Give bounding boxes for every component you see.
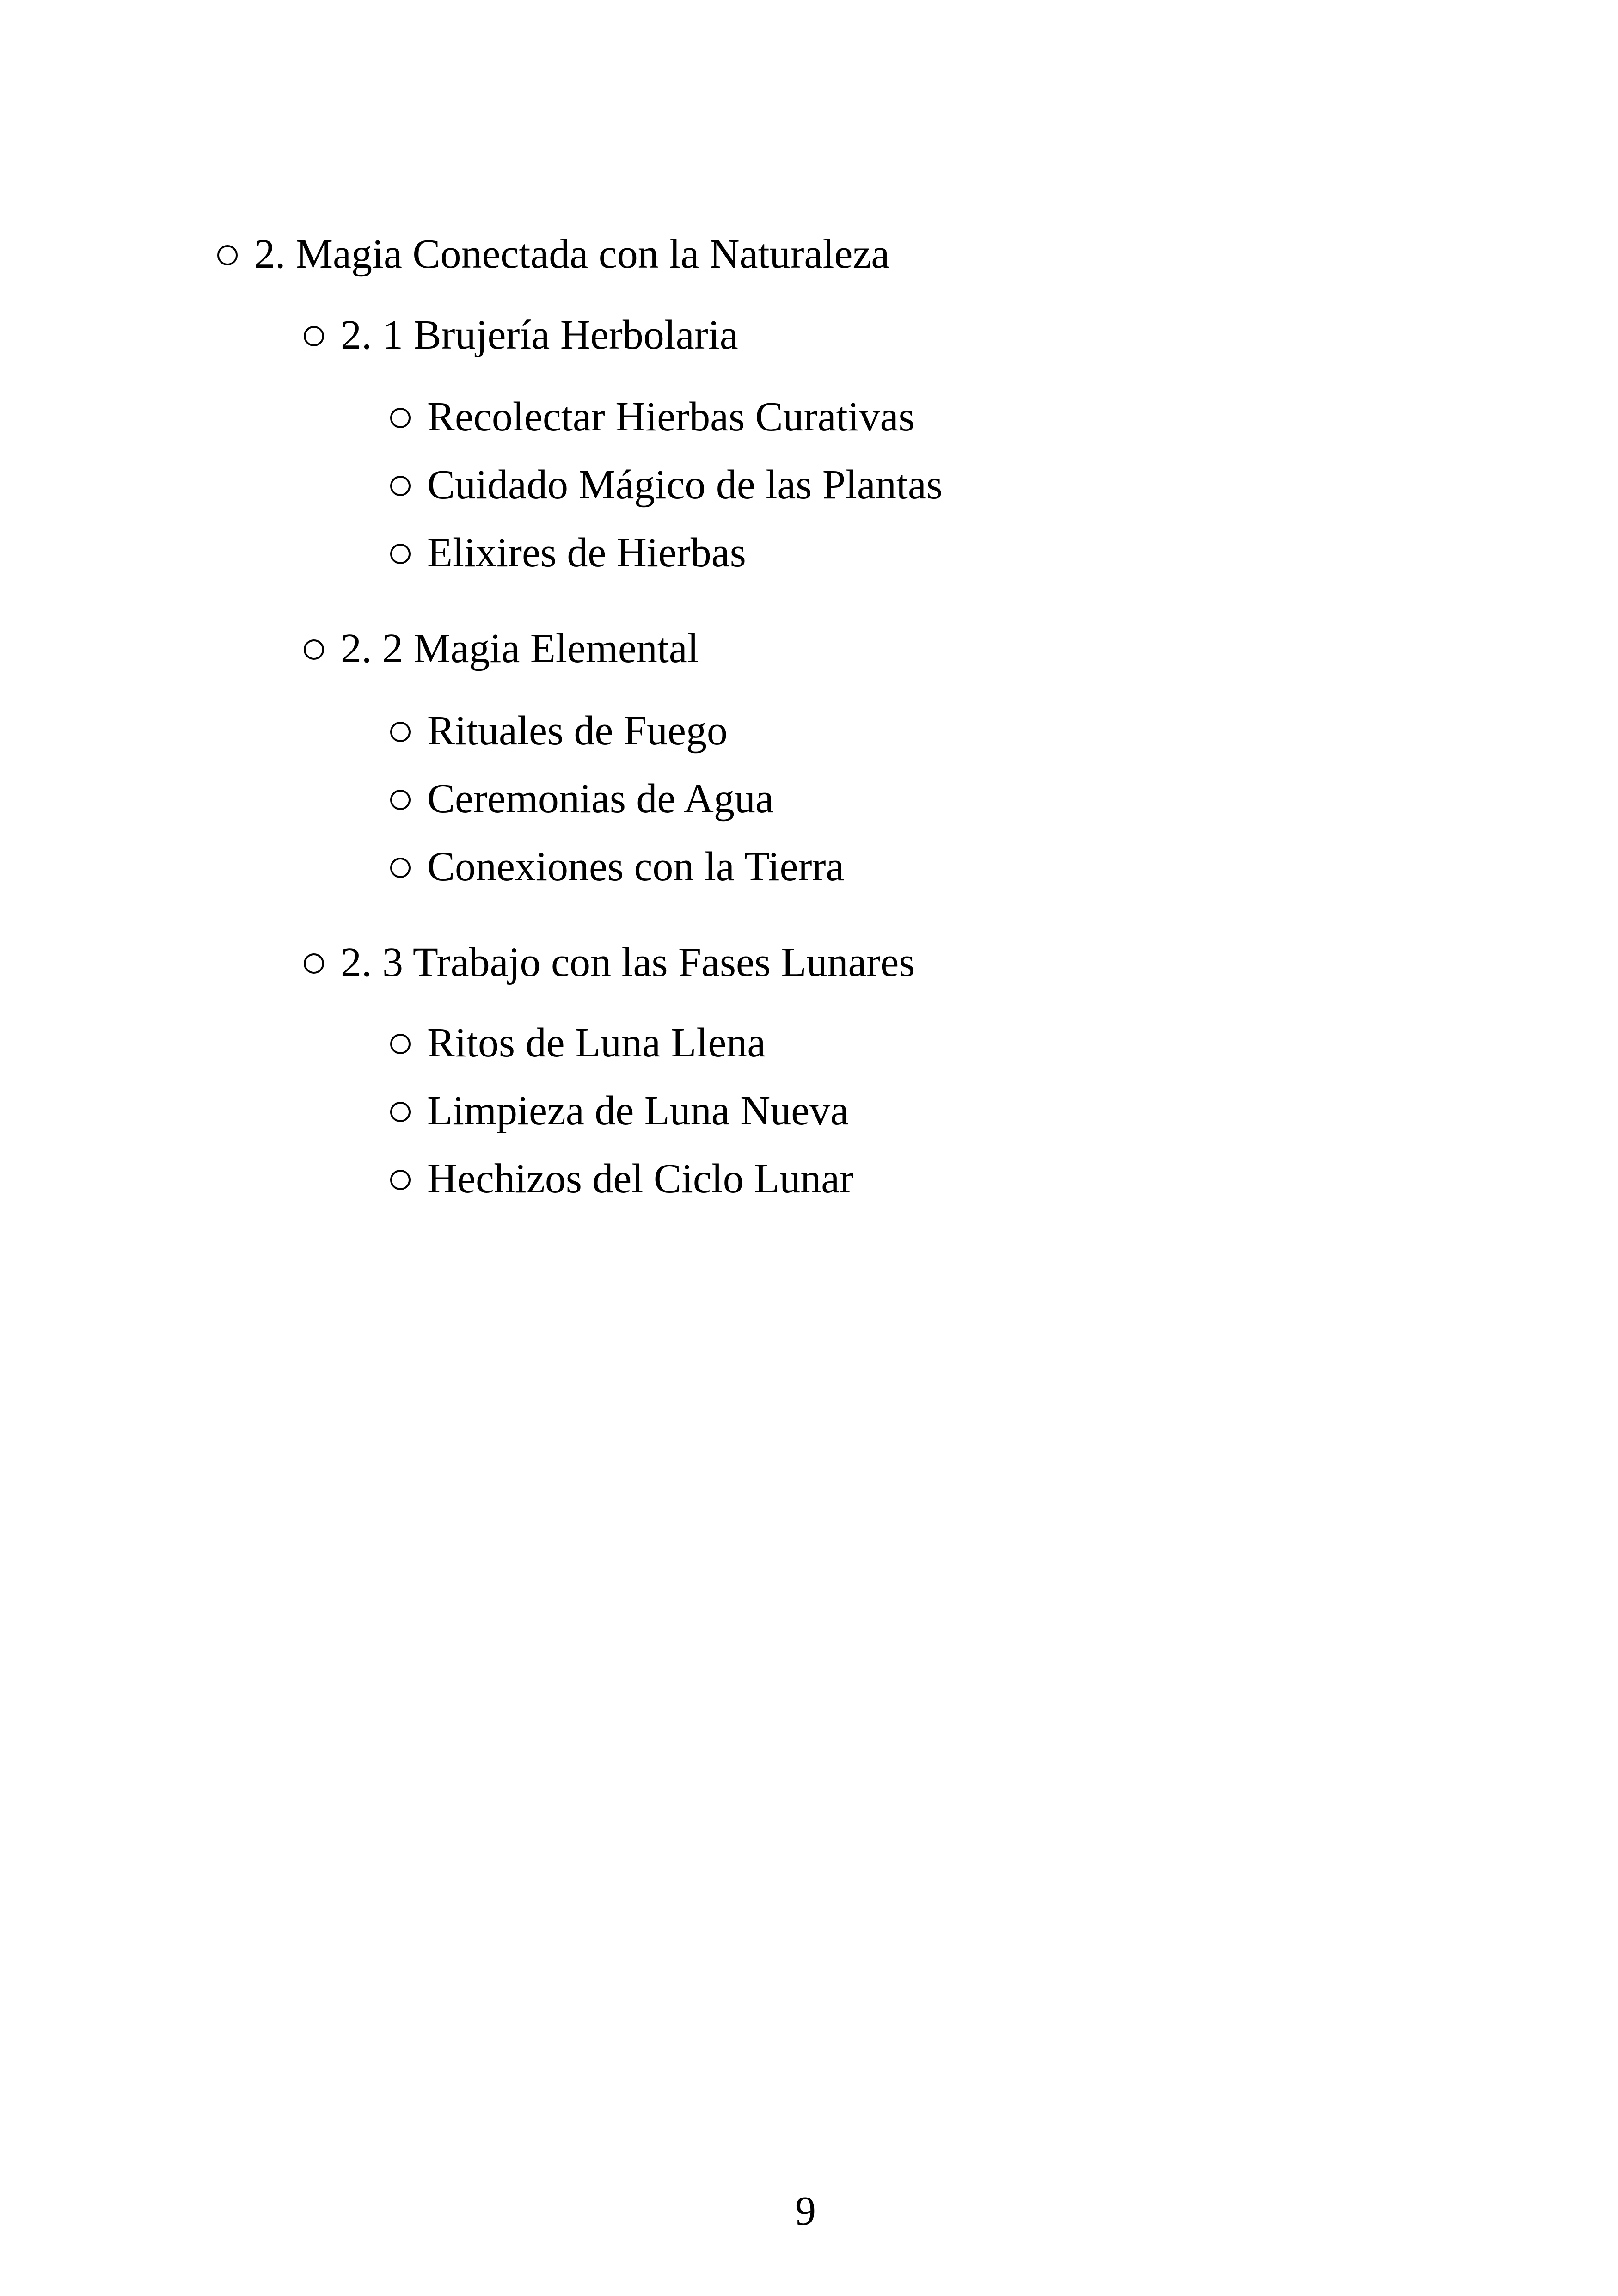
list-item: Ritos de Luna Llena <box>427 1020 766 1066</box>
bullet-circle-icon <box>304 639 324 660</box>
section-heading: 2. 3 Trabajo con las Fases Lunares <box>341 939 915 985</box>
bullet-circle-icon <box>390 408 411 428</box>
outline-title: 2. Magia Conectada con la Naturaleza <box>254 231 890 277</box>
section-heading: 2. 2 Magia Elemental <box>341 626 699 671</box>
bullet-circle-icon <box>390 1102 411 1122</box>
list-item: Rituales de Fuego <box>427 708 728 754</box>
list-item: Recolectar Hierbas Curativas <box>427 394 915 440</box>
bullet-circle-icon <box>390 790 411 810</box>
bullet-circle-icon <box>390 1170 411 1190</box>
list-item: Ceremonias de Agua <box>427 776 774 822</box>
page-number: 9 <box>795 2188 816 2234</box>
bullet-circle-icon <box>304 326 324 346</box>
bullet-circle-icon <box>390 544 411 564</box>
list-item: Hechizos del Ciclo Lunar <box>427 1156 854 1202</box>
bullet-circle-icon <box>390 1034 411 1054</box>
bullet-circle-icon <box>217 245 238 265</box>
list-item: Cuidado Mágico de las Plantas <box>427 462 943 508</box>
list-item: Conexiones con la Tierra <box>427 844 845 890</box>
bullet-circle-icon <box>390 722 411 742</box>
list-item: Elixires de Hierbas <box>427 530 746 576</box>
list-item: Limpieza de Luna Nueva <box>427 1088 849 1134</box>
section-heading: 2. 1 Brujería Herbolaria <box>341 312 738 358</box>
bullet-circle-icon <box>390 858 411 878</box>
bullet-circle-icon <box>304 953 324 974</box>
bullet-circle-icon <box>390 476 411 496</box>
